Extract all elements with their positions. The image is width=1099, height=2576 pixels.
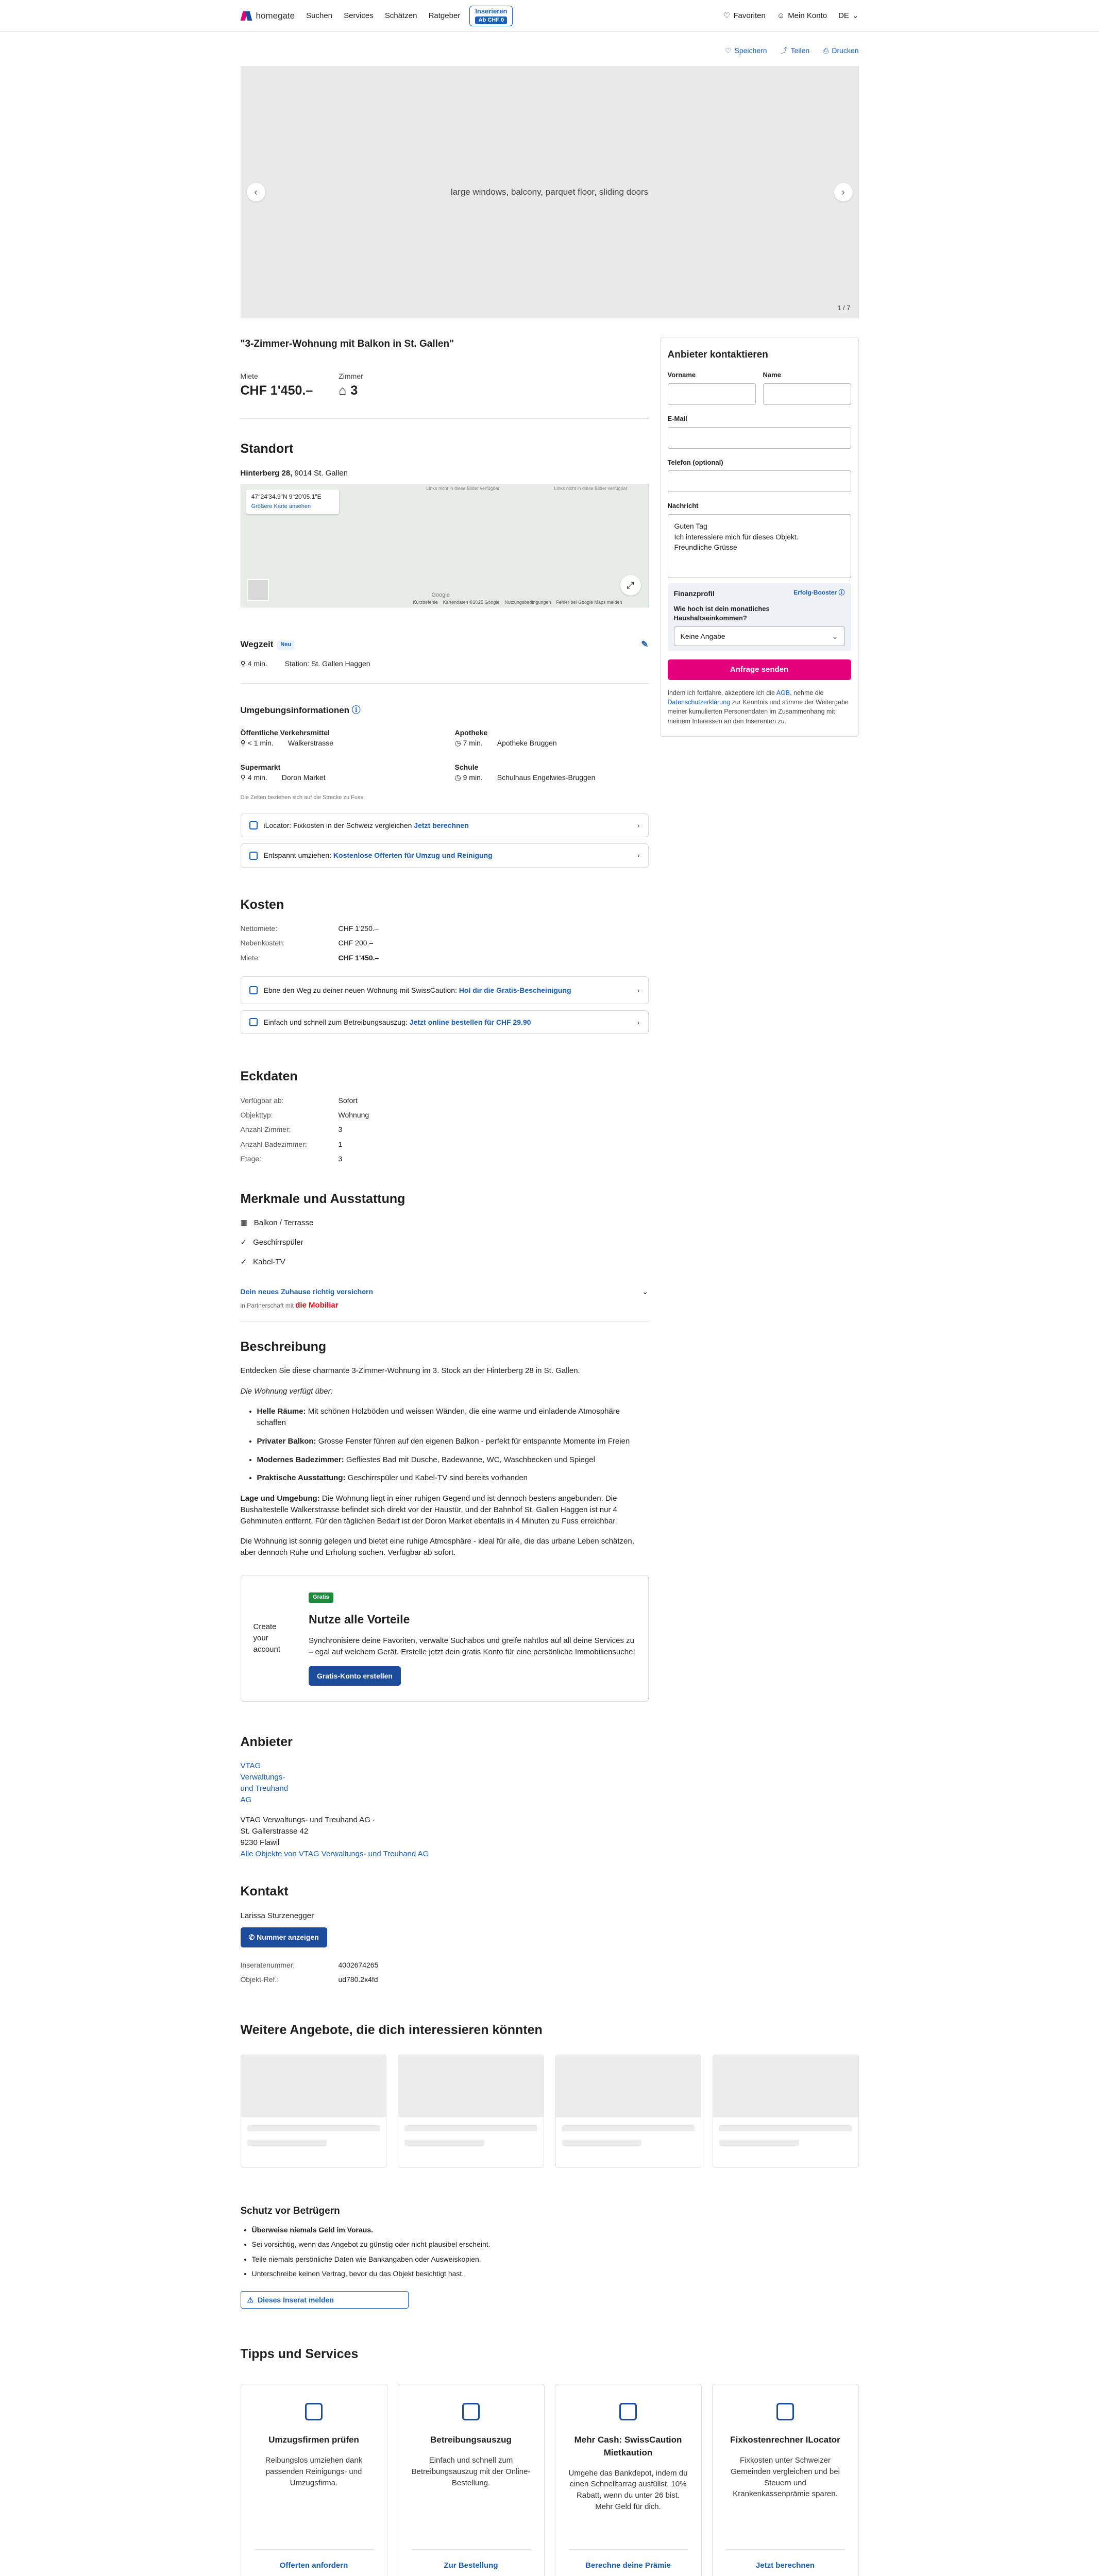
sidebar (660, 337, 859, 2015)
expand-icon: ⤢ (627, 580, 634, 591)
check-icon: ✓ (240, 1238, 247, 1247)
bus-icon: ⚲ (240, 739, 246, 748)
phone-field[interactable] (668, 470, 851, 492)
share-button[interactable]: ⤴ Teilen (781, 45, 810, 56)
fraud-heading: Schutz vor Betrügern (240, 2206, 340, 2217)
environment-note: Die Zeiten beziehen sich auf die Strecke zu Fuss. (240, 794, 365, 801)
print-button[interactable]: ⎙ Drucken (823, 45, 858, 56)
homegate-logo[interactable]: homegate (241, 10, 295, 23)
tip-card: Mehr Cash: SwissCaution Mietkaution Umgehe das Bankdepot, indem du einen Schnelltarrag ausfüllst. 10% Rabatt, wenn du unter 26 bist. Mehr Geld für dich. Berechne deine Prämie (555, 2384, 702, 2576)
certificate-icon (462, 2403, 480, 2420)
moving-banner[interactable]: Entspannt umziehen: Kostenlose Offerten für Umzug und Reinigung › (241, 843, 649, 867)
more-offers-heading: Weitere Angebote, die dich interessieren könnten (240, 2023, 543, 2038)
document-icon (249, 986, 258, 994)
env-item: Öffentliche Verkehrsmittel ⚲ < 1 min. Walkerstrasse (240, 728, 334, 748)
check-icon: ✓ (240, 1257, 247, 1266)
success-booster-link[interactable]: Erfolg-Booster ⓘ (793, 589, 845, 597)
mobiliar-logo: die Mobiliar (295, 1300, 339, 1310)
map-icon (776, 2403, 794, 2420)
chevron-down-icon: ⌄ (832, 632, 838, 641)
contact-heading: Kontakt (240, 1884, 289, 1899)
favorites-link[interactable]: ♡ Favoriten (723, 10, 766, 22)
chevron-right-icon: › (637, 851, 640, 860)
insert-button[interactable]: Inserieren Ab CHF 0 (469, 6, 513, 26)
user-icon: ☺ (776, 11, 785, 21)
tips-heading: Tipps und Services (240, 2347, 359, 2362)
extract-banner[interactable]: Einfach und schnell zum Betreibungsauszug: Jetzt online bestellen für CHF 29.90 › (241, 1010, 649, 1034)
list-item: • Praktische Ausstattung: Geschirrspüler und Kabel-TV sind bereits vorhanden (257, 1472, 649, 1484)
tip-card: Fixkostenrechner ILocator Fixkosten unter Schweizer Gemeinden vergleichen und bei Steuern und Krankenkassenprämie sparen. Jetzt berechnen (712, 2384, 859, 2576)
tips-list (241, 2384, 859, 2576)
offer-placeholder-card[interactable] (241, 2055, 387, 2168)
document-icon (249, 1018, 258, 1026)
truck-icon (249, 852, 258, 860)
homegate-logo-icon (241, 10, 252, 22)
address: Hinterberg 28, 9014 St. Gallen (240, 468, 348, 478)
rent-label: Miete (240, 371, 258, 380)
tip-link[interactable]: Offerten anfordern (255, 2549, 374, 2571)
costs-table: Nettomiete: CHF 1'250.– Nebenkosten: CHF 200.– Miete: CHF 1'450.– (240, 924, 379, 962)
listing-ids: Inseratenummer: 4002674265 Objekt-Ref.: ud780.2x4fd (240, 1960, 379, 1984)
offer-placeholder-card[interactable] (398, 2055, 544, 2168)
finance-profile: Finanzprofil Erfolg-Booster ⓘ Wie hoch ist dein monatliches Haushaltseinkommen? Keine Angabe ⌄ (668, 583, 851, 651)
more-offers-list (241, 2055, 859, 2168)
provider-heading: Anbieter (240, 1735, 293, 1750)
facts-heading: Eckdaten (240, 1069, 298, 1084)
feature-item: ✓ Geschirrspüler (241, 1237, 649, 1248)
nav-services[interactable]: Services (344, 11, 374, 21)
key-figures (241, 371, 649, 419)
fullscreen-map-button[interactable] (620, 575, 641, 596)
gallery-prev-button[interactable] (247, 183, 265, 201)
account-promo: Create your account Gratis Nutze alle Vorteile Synchronisiere deine Favoriten, verwalte Suchabos und greife nahtlos auf all deine Services zu – egal auf welchem Gerät. Erstelle jetzt dein gratis Konto für eine persönliche Immobiliensuche! Gratis-Konto erstellen (241, 1575, 649, 1702)
list-item: • Privater Balkon: Grosse Fenster führen auf den eigenen Balkon - perfekt für entspannte Momente im Freien (257, 1436, 649, 1447)
printer-icon: ⎙ (823, 46, 829, 55)
site-header (0, 0, 1099, 32)
image-gallery[interactable] (241, 66, 859, 318)
route-heading: Wegzeit Neu ✎ (241, 638, 649, 651)
provider-logo-link[interactable]: VTAG (240, 1761, 261, 1771)
offer-placeholder-card[interactable] (555, 2055, 702, 2168)
info-icon: ⓘ (838, 589, 845, 597)
description: Beschreibung Entdecken Sie diese charmante 3-Zimmer-Wohnung im 3. Stock an der Hinterberg 28 in St. Gallen. Die Wohnung verfügt über: • Helle Räume: Mit schönen Holzböden und weissen Wänden, die eine warme und einladende Atmosphäre schaffen • Privater Balkon: Grosse Fenster führen auf den eigenen Balkon - perfekt für entspannte Momente im Freien • Modernes Badezimmer: Gefliestes Bad mit Dusche, Badewanne, WC, Waschbecken und Spiegel • Praktische Ausstattung: Geschirrspüler und Kabel-TV sind bereits vorhanden Lage und Umgebung: Die Wohnung liegt in einer ruhigen Gegend und ist dennoch bestens angebunden. Die Bushaltestelle Walkerstrasse befindet sich direkt vor der Haustür, und der Bahnhof St. Gallen Haggen ist nur 4 Gehminuten entfernt. Für den täglichen Bedarf ist der Doron Market ebenfalls in 4 Minuten zu Fuss erreichbar. Die Wohnung ist sonnig gelegen und bietet eine ruhige Atmosphäre - ideal für alle, die das urbane Leben schätzen, aber dennoch Ruhe und Erholung suchen. Verfügbar ab sofort. (241, 1337, 649, 1558)
listing-actions (241, 32, 859, 66)
main-column (241, 337, 649, 2015)
larger-map-link[interactable]: Größere Karte ansehen (251, 503, 311, 510)
phone-icon: ✆ (248, 1933, 255, 1942)
tip-link[interactable]: Jetzt berechnen (726, 2549, 845, 2571)
warning-icon: ⚠ (247, 2296, 254, 2304)
map-layer-toggle[interactable] (247, 579, 269, 601)
rooms-label: Zimmer (339, 371, 363, 380)
feature-item: ▥ Balkon / Terrasse (241, 1217, 649, 1229)
map-embed[interactable]: Links nicht in diese Bilder verfügbar Links nicht in diese Bilder verfügbar 47°24'34.9"N 9°20'05.1"E Größere Karte ansehen Google ⤢ Kurzbefehle Kartendaten ©2025 Google Nutzungsbedingungen Fehler bei Google Maps melden (241, 484, 649, 607)
facts-table: Verfügbar ab: Sofort Objekttyp: Wohnung Anzahl Zimmer: 3 Anzahl Badezimmer: 1 Etage: 3 (240, 1096, 369, 1163)
route-info: ⚲ 4 min. Station: St. Gallen Haggen (241, 658, 649, 684)
save-button[interactable]: ♡ Speichern (725, 45, 767, 56)
map-footer: Kurzbefehle Kartendaten ©2025 Google Nutzungsbedingungen Fehler bei Google Maps melden (413, 600, 622, 605)
agb-link[interactable]: AGB (776, 689, 790, 697)
legal-text: Indem ich fortfahre, akzeptiere ich die AGB, nehme die Datenschutzerklärung zur Kenntnis und stimme der Weitergabe meiner kumulierten Personendaten im Zusammenhang mit meinem Interessen an den Inserenten zu. (667, 689, 849, 725)
form-heading: Anbieter kontaktieren (667, 349, 768, 361)
gallery-next-button[interactable] (834, 183, 853, 201)
submit-inquiry-button[interactable]: Anfrage senden (668, 659, 851, 680)
new-badge: Neu (277, 640, 294, 650)
map-coords-card: 47°24'34.9"N 9°20'05.1"E Größere Karte ansehen (246, 489, 339, 514)
heart-icon: ♡ (724, 46, 732, 55)
rent-value: CHF 1'450.– (240, 383, 313, 398)
chevron-down-icon: ⌄ (852, 11, 859, 21)
gallery-caption: large windows, balcony, parquet floor, sliding doors (450, 187, 649, 197)
balcony-icon: ▥ (240, 1218, 248, 1228)
insurance-promo[interactable]: Dein neues Zuhause richtig versichern in Partnerschaft mit die Mobiliar ⌄ (241, 1286, 649, 1322)
listing-title: "3-Zimmer-Wohnung mit Balkon in St. Gallen" (240, 338, 454, 350)
rooms-value: 3 (350, 383, 358, 398)
box-icon (305, 2403, 323, 2420)
tip-link[interactable]: Berechne deine Prämie (569, 2549, 688, 2571)
rooms-icon: ⌂ (339, 383, 347, 398)
chevron-right-icon: › (637, 1018, 640, 1027)
create-account-button[interactable]: Gratis-Konto erstellen (309, 1666, 401, 1686)
offer-placeholder-card[interactable] (713, 2055, 859, 2168)
description-heading: Beschreibung (240, 1339, 327, 1354)
language-select[interactable]: DE ⌄ (838, 10, 858, 22)
income-select[interactable]: Keine Angabe ⌄ (674, 626, 845, 646)
free-badge: Gratis (309, 1592, 333, 1603)
heart-icon: ♡ (723, 11, 731, 21)
chevron-right-icon: › (841, 187, 845, 198)
chevron-right-icon: › (637, 986, 640, 994)
message-textarea[interactable]: Guten Tag Ich interessiere mich für dieses Objekt. Freundliche Grüsse (668, 514, 851, 578)
show-number-button[interactable]: ✆ Nummer anzeigen (241, 1927, 327, 1947)
ilocator-banner[interactable]: iLocator: Fixkosten in der Schweiz vergleichen Jetzt berechnen › (241, 814, 649, 837)
feature-item: ✓ Kabel-TV (241, 1257, 649, 1268)
contact-person: Larissa Sturzenegger (240, 1911, 314, 1920)
features-heading: Merkmale und Ausstattung (240, 1192, 405, 1207)
tip-card: Umzugsfirmen prüfen Reibungslos umziehen dank passenden Reinigungs- und Umzugsfirma. Offerten anfordern (241, 2384, 387, 2576)
env-item: Apotheke ◷ 7 min. Apotheke Bruggen (454, 728, 557, 748)
walking-icon: ⚲ (240, 659, 246, 668)
env-item: Supermarkt ⚲ 4 min. Doron Market (240, 762, 326, 782)
walking-icon: ⚲ (240, 773, 246, 782)
chevron-right-icon: › (637, 821, 640, 830)
google-logo: Google (431, 592, 450, 599)
report-listing-button[interactable]: ⚠ Dieses Inserat melden (241, 2291, 409, 2309)
tip-card: Betreibungsauszug Einfach und schnell zum Betreibungsauszug mit der Online-Bestellung. Zur Bestellung (398, 2384, 545, 2576)
gallery-counter: 1 / 7 (837, 304, 851, 312)
chevron-left-icon: ‹ (254, 187, 258, 198)
chevron-down-icon[interactable]: ⌄ (641, 1287, 649, 1296)
nav-suchen[interactable]: Suchen (306, 11, 332, 21)
privacy-link[interactable]: Datenschutzerklärung (667, 699, 731, 706)
environment-grid (241, 727, 649, 783)
location-heading: Standort (240, 442, 294, 456)
last-name-input[interactable] (763, 383, 851, 405)
fraud-list: • Überweise niemals Geld im Voraus. • Sei vorsichtig, wenn das Angebot zu günstig oder nicht plausibel erscheint. • Teile niemals persönliche Daten wie Bankangaben oder Ausweiskopien. • Unterschreibe keinen Vertrag, bevor du das Objekt besichtigt hast. (241, 2225, 859, 2279)
provider-section: Anbieter VTAG Verwaltungs- und Treuhand AG VTAG Verwaltungs- und Treuhand AG · St. Gallerstrasse 42 9230 Flawil Alle Objekte von VTAG Verwaltungs- und Treuhand AG (241, 1733, 649, 1859)
info-icon[interactable]: ⓘ (351, 705, 361, 716)
env-item: Schule ◷ 9 min. Schulhaus Engelwies-Bruggen (454, 762, 596, 782)
account-link[interactable]: ☺ Mein Konto (777, 10, 827, 22)
main-nav (306, 10, 469, 22)
contact-form: Anbieter kontaktieren Vorname Name E-Mail Telefon (optional) Nachricht Guten Tag Ich interessiere mich für dieses Objekt. Freundliche Grüsse Finanzprofil Erfolg-Booster ⓘ Wie hoch ist dein monatliches Haushaltseinkommen? Keine Angabe ⌄ Anfrage senden Indem ich fortfahre, akzeptiere ich die AGB, nehme die Datenschutzerklärung zur Kenntnis und stimme der Weitergabe meiner kumulierten Personendaten im Zusammenhang mit meinem Interessen an den Inserenten zu. (660, 337, 859, 736)
shield-icon (619, 2403, 637, 2420)
nav-ratgeber[interactable]: Ratgeber (428, 11, 461, 21)
costs-heading: Kosten (240, 897, 284, 912)
calculator-icon (249, 821, 258, 829)
tip-link[interactable]: Zur Bestellung (412, 2549, 531, 2571)
first-name-input[interactable] (668, 383, 756, 405)
share-icon: ⤴ (780, 46, 788, 55)
list-item: • Modernes Badezimmer: Gefliestes Bad mit Dusche, Badewanne, WC, Waschbecken und Spiegel (257, 1454, 649, 1466)
nav-schaetzen[interactable]: Schätzen (384, 11, 417, 21)
clock-icon: ◷ (454, 773, 461, 782)
email-field[interactable] (668, 427, 851, 449)
swisscaution-banner[interactable]: Ebne den Weg zu deiner neuen Wohnung mit SwissCaution: Hol dir die Gratis-Bescheinigung › (241, 976, 649, 1004)
edit-icon[interactable]: ✎ (641, 639, 649, 650)
list-item: • Helle Räume: Mit schönen Holzböden und weissen Wänden, die eine warme und einladende Atmosphäre schaffen (257, 1406, 649, 1429)
environment-heading: Umgebungsinformationen ⓘ (240, 705, 361, 716)
clock-icon: ◷ (454, 739, 461, 748)
all-listings-link[interactable]: Alle Objekte von VTAG Verwaltungs- und Treuhand AG (240, 1849, 429, 1858)
